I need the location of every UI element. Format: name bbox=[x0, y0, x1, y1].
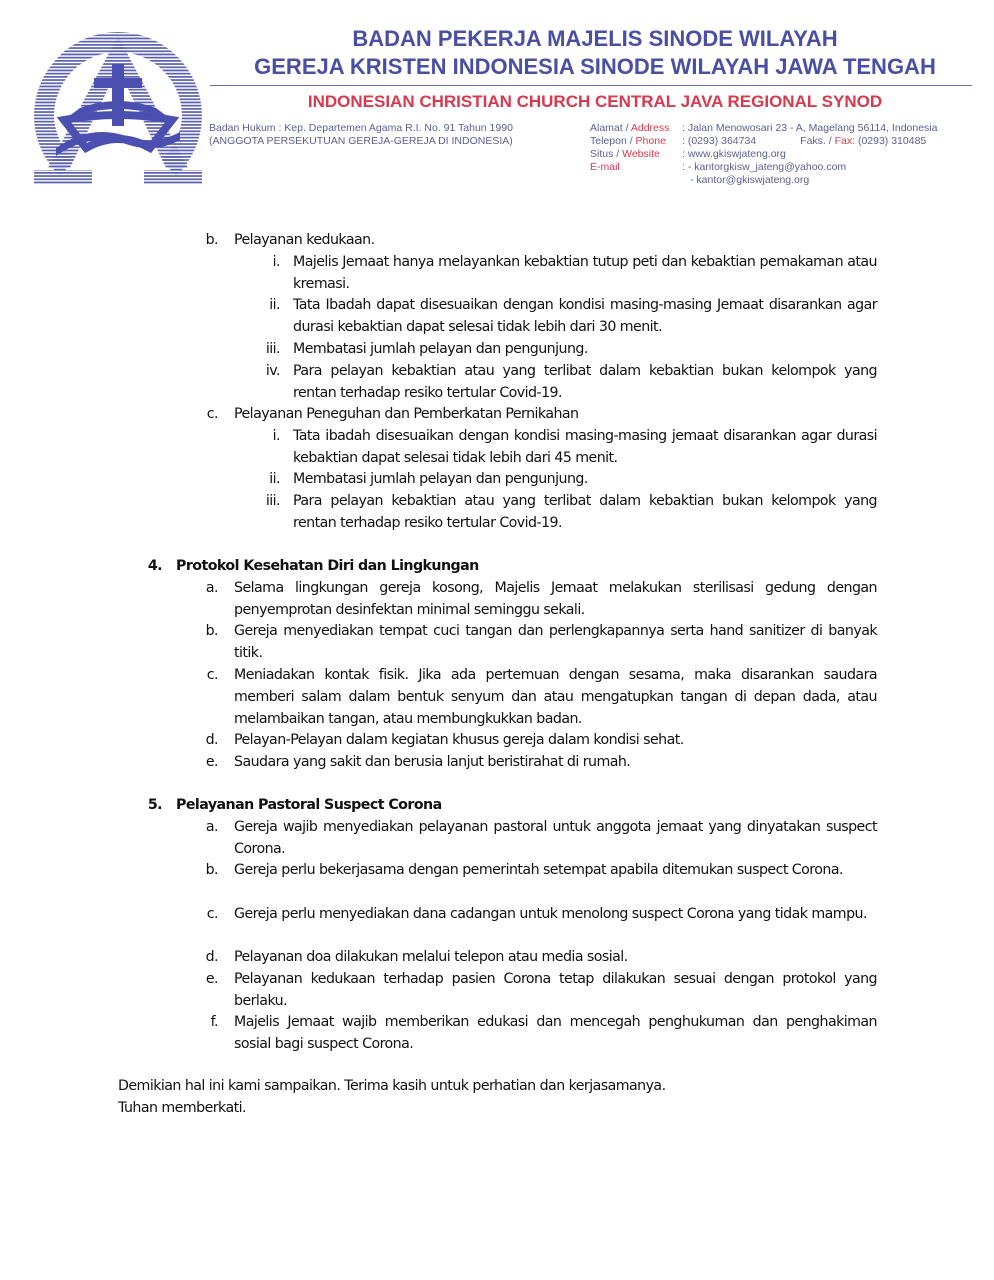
section-c-title: Pelayanan Peneguhan dan Pemberkatan Pernikahan bbox=[234, 406, 579, 422]
list-marker: a. bbox=[205, 819, 218, 835]
phone-label-id: Telepon / bbox=[590, 135, 636, 147]
list-marker: e. bbox=[205, 754, 218, 770]
letterhead-contact bbox=[590, 122, 937, 187]
section-c-marker: c. bbox=[206, 406, 218, 422]
legal-line1: Badan Hukum : Kep. Departemen Agama R.I. No. 91 Tahun 1990 bbox=[209, 122, 513, 134]
letterhead-title-line1: BADAN PEKERJA MAJELIS SINODE WILAYAH bbox=[352, 26, 838, 51]
list-item: Pelayan-Pelayan dalam kegiatan khusus gereja dalam kondisi sehat. bbox=[234, 732, 684, 748]
list-item: Saudara yang sakit dan berusia lanjut beristirahat di rumah. bbox=[234, 754, 631, 770]
contact-address bbox=[590, 122, 937, 135]
letterhead-title-line2: GEREJA KRISTEN INDONESIA SINODE WILAYAH JAWA TENGAH bbox=[254, 54, 936, 79]
contact-email-2 bbox=[590, 174, 937, 187]
list-marker: iv. bbox=[265, 363, 280, 379]
list-item: Gereja wajib menyediakan pelayanan pastoral untuk anggota jemaat yang dinyatakan suspect Corona. bbox=[234, 819, 877, 857]
list-item: Pelayanan kedukaan terhadap pasien Corona tetap dilakukan sesuai dengan protokol yang berlaku. bbox=[234, 971, 877, 1009]
section-b-title: Pelayanan kedukaan. bbox=[234, 232, 375, 248]
list-marker: a. bbox=[205, 580, 218, 596]
closing-line-1: Demikian hal ini kami sampaikan. Terima kasih untuk perhatian dan kerjasamanya. bbox=[118, 1078, 666, 1094]
list-item: Majelis Jemaat wajib memberikan edukasi dan mencegah penghukuman dan penghakiman sosial bagi suspect Corona. bbox=[234, 1014, 877, 1052]
section-b-marker: b. bbox=[205, 232, 218, 248]
address-value: : Jalan Menowosari 23 - A, Magelang 56114, Indonesia bbox=[682, 122, 938, 134]
section-5-title: Pelayanan Pastoral Suspect Corona bbox=[176, 797, 442, 813]
list-item: Pelayanan doa dilakukan melalui telepon atau media sosial. bbox=[234, 949, 628, 965]
fax-label-en: Fax bbox=[834, 135, 853, 147]
list-marker: d. bbox=[205, 949, 218, 965]
phone-label-en: Phone bbox=[635, 135, 666, 147]
legal-line2: (ANGGOTA PERSEKUTUAN GEREJA-GEREJA DI INDONESIA) bbox=[209, 135, 513, 147]
address-label-en: Address bbox=[630, 122, 670, 134]
website-label-id: Situs / bbox=[590, 148, 623, 160]
list-marker: c. bbox=[206, 906, 218, 922]
list-item: Meniadakan kontak fisik. Jika ada pertemuan dengan sesama, maka disarankan saudara memberi salam dalam bentuk senyum dan atau mengatupkan tangan di depan dada, atau melambaikan tangan, atau membungkukkan badan. bbox=[234, 667, 877, 727]
list-marker: c. bbox=[206, 667, 218, 683]
contact-email bbox=[590, 161, 937, 174]
contact-phone bbox=[590, 135, 937, 148]
address-label-id: Alamat / bbox=[590, 122, 631, 134]
phone-value: : (0293) 364734 bbox=[682, 135, 757, 147]
list-marker: i. bbox=[272, 254, 280, 270]
list-marker: b. bbox=[205, 623, 218, 639]
list-marker: iii. bbox=[265, 493, 280, 509]
list-item: Membatasi jumlah pelayan dan pengunjung. bbox=[293, 471, 588, 487]
letterhead-legal bbox=[209, 122, 513, 148]
fax-label-id: Faks. / bbox=[800, 135, 835, 147]
list-item: Gereja perlu menyediakan dana cadangan untuk menolong suspect Corona yang tidak mampu. bbox=[234, 906, 867, 922]
list-item: Majelis Jemaat hanya melayankan kebaktian tutup peti dan kebaktian pemakaman atau kremasi. bbox=[293, 254, 877, 292]
contact-website bbox=[590, 148, 937, 161]
list-marker: iii. bbox=[265, 341, 280, 357]
website-link[interactable]: : www.gkiswjateng.org bbox=[682, 148, 786, 160]
list-item: Para pelayan kebaktian atau yang terlibat dalam kebaktian bukan kelompok yang rentan terhadap resiko tertular Covid-19. bbox=[293, 493, 877, 531]
list-marker: e. bbox=[205, 971, 218, 987]
list-marker: i. bbox=[272, 428, 280, 444]
email-link-1[interactable]: : - kantorgkisw_jateng@yahoo.com bbox=[682, 161, 847, 173]
list-marker: f. bbox=[210, 1014, 218, 1030]
list-item: Para pelayan kebaktian atau yang terlibat dalam kebaktian bukan kelompok yang rentan terhadap resiko tertular Covid-19. bbox=[293, 363, 877, 401]
list-item: Tata ibadah disesuaikan dengan kondisi masing-masing jemaat disarankan agar durasi kebaktian dapat selesai tidak lebih dari 45 menit. bbox=[293, 428, 877, 466]
email-label: E-mail bbox=[590, 161, 620, 173]
list-item: Gereja menyediakan tempat cuci tangan dan perlengkapannya serta hand sanitizer di banyak titik. bbox=[234, 623, 877, 661]
church-logo-icon bbox=[30, 28, 206, 186]
list-marker: ii. bbox=[269, 471, 280, 487]
section-4-marker: 4. bbox=[147, 558, 162, 574]
list-item: Tata Ibadah dapat disesuaikan dengan kondisi masing-masing Jemaat disarankan agar durasi kebaktian dapat selesai tidak lebih dari 30 menit. bbox=[293, 297, 877, 335]
list-item: Selama lingkungan gereja kosong, Majelis Jemaat melakukan sterilisasi gedung dengan penyemprotan desinfektan minimal seminggu sekali. bbox=[234, 580, 877, 618]
email-link-2[interactable]: - kantor@gkiswjateng.org bbox=[690, 174, 810, 186]
section-5-marker: 5. bbox=[147, 797, 162, 813]
fax-value: : (0293) 310485 bbox=[852, 135, 927, 147]
list-marker: b. bbox=[205, 862, 218, 878]
list-marker: d. bbox=[205, 732, 218, 748]
list-item: Gereja perlu bekerjasama dengan pemerintah setempat apabila ditemukan suspect Corona. bbox=[234, 862, 843, 878]
website-label-en: Website bbox=[622, 148, 660, 160]
list-item: Membatasi jumlah pelayan dan pengunjung. bbox=[293, 341, 588, 357]
section-4-title: Protokol Kesehatan Diri dan Lingkungan bbox=[176, 558, 479, 574]
letterhead-divider bbox=[210, 85, 972, 86]
letterhead-subtitle: INDONESIAN CHRISTIAN CHURCH CENTRAL JAVA REGIONAL SYNOD bbox=[307, 92, 883, 111]
closing-line-2: Tuhan memberkati. bbox=[118, 1100, 246, 1116]
list-marker: ii. bbox=[269, 297, 280, 313]
